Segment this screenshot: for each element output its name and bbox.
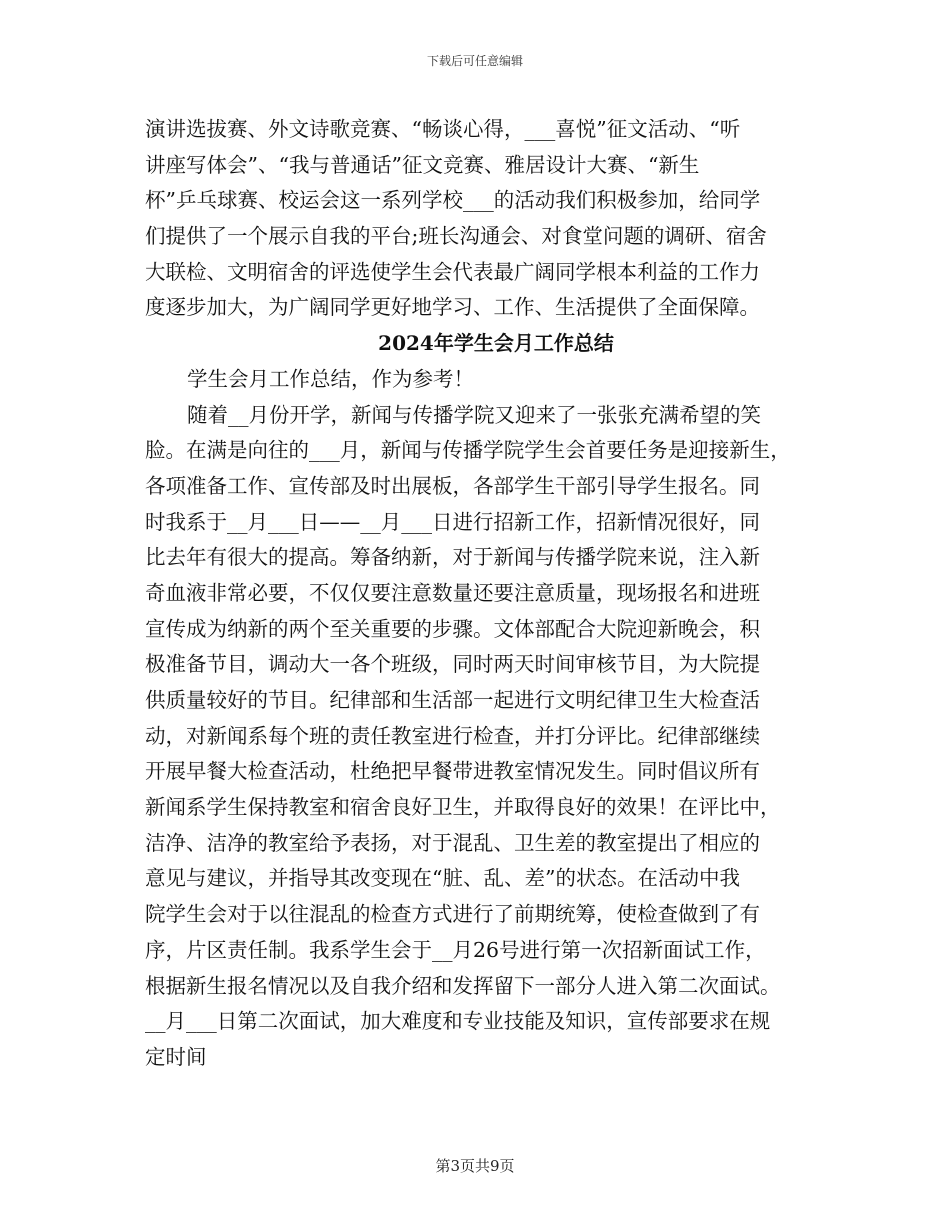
paragraph-line: 供质量较好的节目。纪律部和生活部一起进行文明纪律卫生大检查活 — [145, 688, 760, 712]
paragraph-line: 新闻系学生保持教室和宿舍良好卫生，并取得良好的效果！在评比中， — [145, 795, 781, 820]
paragraph-line: 定时间 — [145, 1044, 207, 1069]
page-header: 下载后可任意编辑 — [426, 54, 523, 68]
paragraph-line: 序，片区责任制。我系学生会于__月26号进行第一次招新面试工作， — [145, 937, 766, 962]
intro-line: 学生会月工作总结，作为参考！ — [187, 366, 474, 391]
paragraph-line: 各项准备工作、宣传部及时出展板，各部学生干部引导学生报名。同 — [145, 473, 760, 498]
body-line: 度逐步加大，为广阔同学更好地学习、工作、生活提供了全面保障。 — [145, 295, 760, 320]
paragraph-line: 脸。在满是向往的___月，新闻与传播学院学生会首要任务是迎接新生， — [145, 438, 791, 463]
paragraph-line: 意见与建议，并指导其改变现在“脏、乱、差”的状态。在活动中我 — [145, 866, 740, 891]
document-body — [145, 112, 835, 1076]
paragraph-line: 动，对新闻系每个班的责任教室进行检查，并打分评比。纪律部继续 — [145, 723, 760, 748]
page-footer: 第3页共9页 — [435, 1157, 515, 1175]
paragraph-line: 奇血液非常必要，不仅仅要注意数量还要注意质量，现场报名和进班 — [145, 580, 760, 605]
paragraph-line: 时我系于__月___日——__月___日进行招新工作，招新情况很好，同 — [145, 509, 760, 534]
paragraph-line: 根据新生报名情况以及自我介绍和发挥留下一部分人进入第二次面试。 — [145, 973, 781, 998]
paragraph-line: 院学生会对于以往混乱的检查方式进行了前期统筹，使检查做到了有 — [145, 902, 760, 927]
body-line: 们提供了一个展示自我的平台;班长沟通会、对食堂问题的调研、宿舍 — [145, 224, 767, 249]
body-line: 讲座写体会”、“我与普通话”征文竞赛、雅居设计大赛、“新生 — [145, 152, 700, 177]
paragraph-line: 宣传成为纳新的两个至关重要的步骤。文体部配合大院迎新晚会，积 — [145, 616, 760, 641]
paragraph-line: 开展早餐大检查活动，杜绝把早餐带进教室情况发生。同时倡议所有 — [145, 759, 760, 784]
body-line: 大联检、文明宿舍的评选使学生会代表最广阔同学根本利益的工作力 — [145, 259, 760, 284]
body-line: 杯”乒乓球赛、校运会这一系列学校___的活动我们积极参加，给同学 — [145, 188, 761, 213]
paragraph-first-line: 随着__月份开学，新闻与传播学院又迎来了一张张充满希望的笑 — [187, 402, 761, 427]
section-title: 2024年学生会月工作总结 — [378, 331, 614, 356]
paragraph-line: __月___日第二次面试，加大难度和专业技能及知识，宣传部要求在规 — [145, 1009, 771, 1034]
paragraph-line: 极准备节目，调动大一各个班级，同时两天时间审核节目，为大院提 — [145, 652, 760, 677]
paragraph-line: 比去年有很大的提高。筹备纳新，对于新闻与传播学院来说，注入新 — [145, 545, 760, 570]
paragraph-line: 洁净、洁净的教室给予表扬，对于混乱、卫生差的教室提出了相应的 — [145, 830, 760, 855]
body-line: 演讲选拔赛、外文诗歌竞赛、“畅谈心得，___喜悦”征文活动、“听 — [145, 117, 741, 141]
